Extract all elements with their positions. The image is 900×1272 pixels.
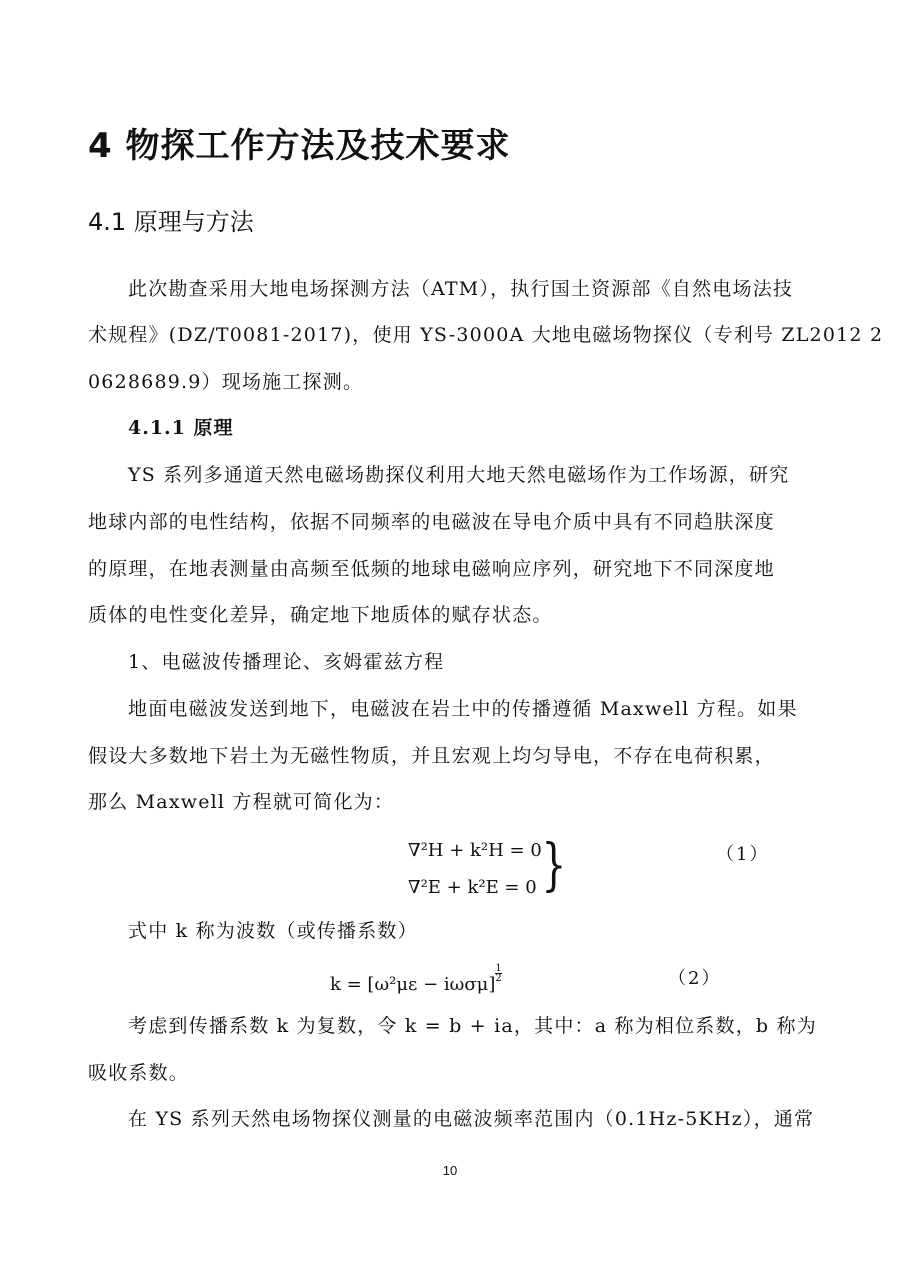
paragraph3-line3: 那么 Maxwell 方程就可简化为：	[88, 791, 395, 813]
equation2	[330, 964, 502, 995]
paragraph1-line1: 此次勘查采用大地电场探测方法（ATM），执行国土资源部《自然电场法技	[128, 278, 794, 300]
paragraph2-line3: 的原理，在地表测量由高频至低频的地球电磁响应序列，研究地下不同深度地	[88, 558, 775, 580]
text-wavenumber: 式中 k 称为波数（或传播系数）	[128, 920, 418, 942]
equation1-e: ∇²E + k²E = 0	[408, 877, 537, 898]
equation2-lhs: k = [ω²με − iωσμ]	[330, 974, 496, 995]
paragraph5-line1: 在 YS 系列天然电场物探仪测量的电磁波频率范围内（0.1Hz-5KHz），通常	[128, 1108, 815, 1130]
subsection-title: 4.1.1 原理	[128, 417, 234, 439]
paragraph4-line2: 吸收系数。	[88, 1062, 190, 1084]
equation1-h: ∇²H + k²H = 0	[408, 840, 542, 861]
equation1-number: （1）	[716, 844, 770, 865]
section-title: 4.1 原理与方法	[88, 208, 254, 236]
equation2-exponent	[495, 964, 501, 983]
paragraph4-line1	[128, 1011, 817, 1038]
exponent-numerator: 1	[495, 963, 502, 974]
paragraph3-line2: 假设大多数地下岩土为无磁性物质，并且宏观上均匀导电，不存在电荷积累，	[88, 745, 775, 767]
chapter-title: 4 物探工作方法及技术要求	[88, 126, 511, 166]
equation1-brace: }	[541, 833, 567, 898]
list-item-1: 1、电磁波传播理论、亥姆霍兹方程	[128, 651, 445, 673]
equation2-number: （2）	[668, 968, 722, 989]
paragraph1-line3: 0628689.9）现场施工探测。	[88, 371, 364, 393]
paragraph3-line1: 地面电磁波发送到地下，电磁波在岩土中的传播遵循 Maxwell 方程。如果	[128, 698, 798, 720]
page-number: 10	[442, 1163, 458, 1178]
paragraph1-line2: 术规程》(DZ/T0081-2017)，使用 YS-3000A 大地电磁场物探仪（专利号 ZL2012 2	[88, 324, 884, 346]
paragraph2-line4: 质体的电性变化差异，确定地下地质体的赋存状态。	[88, 604, 553, 626]
exponent-denominator: 2	[495, 973, 502, 984]
paragraph4-text-b: ，其中：a 称为相位系数，b 称为	[513, 1015, 817, 1037]
paragraph2-line1: YS 系列多通道天然电磁场勘探仪利用大地天然电磁场作为工作场源，研究	[128, 464, 790, 486]
paragraph4-equation: k = b + ia	[404, 1015, 514, 1037]
paragraph2-line2: 地球内部的电性结构，依据不同频率的电磁波在导电介质中具有不同趋肤深度	[88, 511, 775, 533]
paragraph4-text-a: 考虑到传播系数 k 为复数，令	[128, 1015, 405, 1037]
